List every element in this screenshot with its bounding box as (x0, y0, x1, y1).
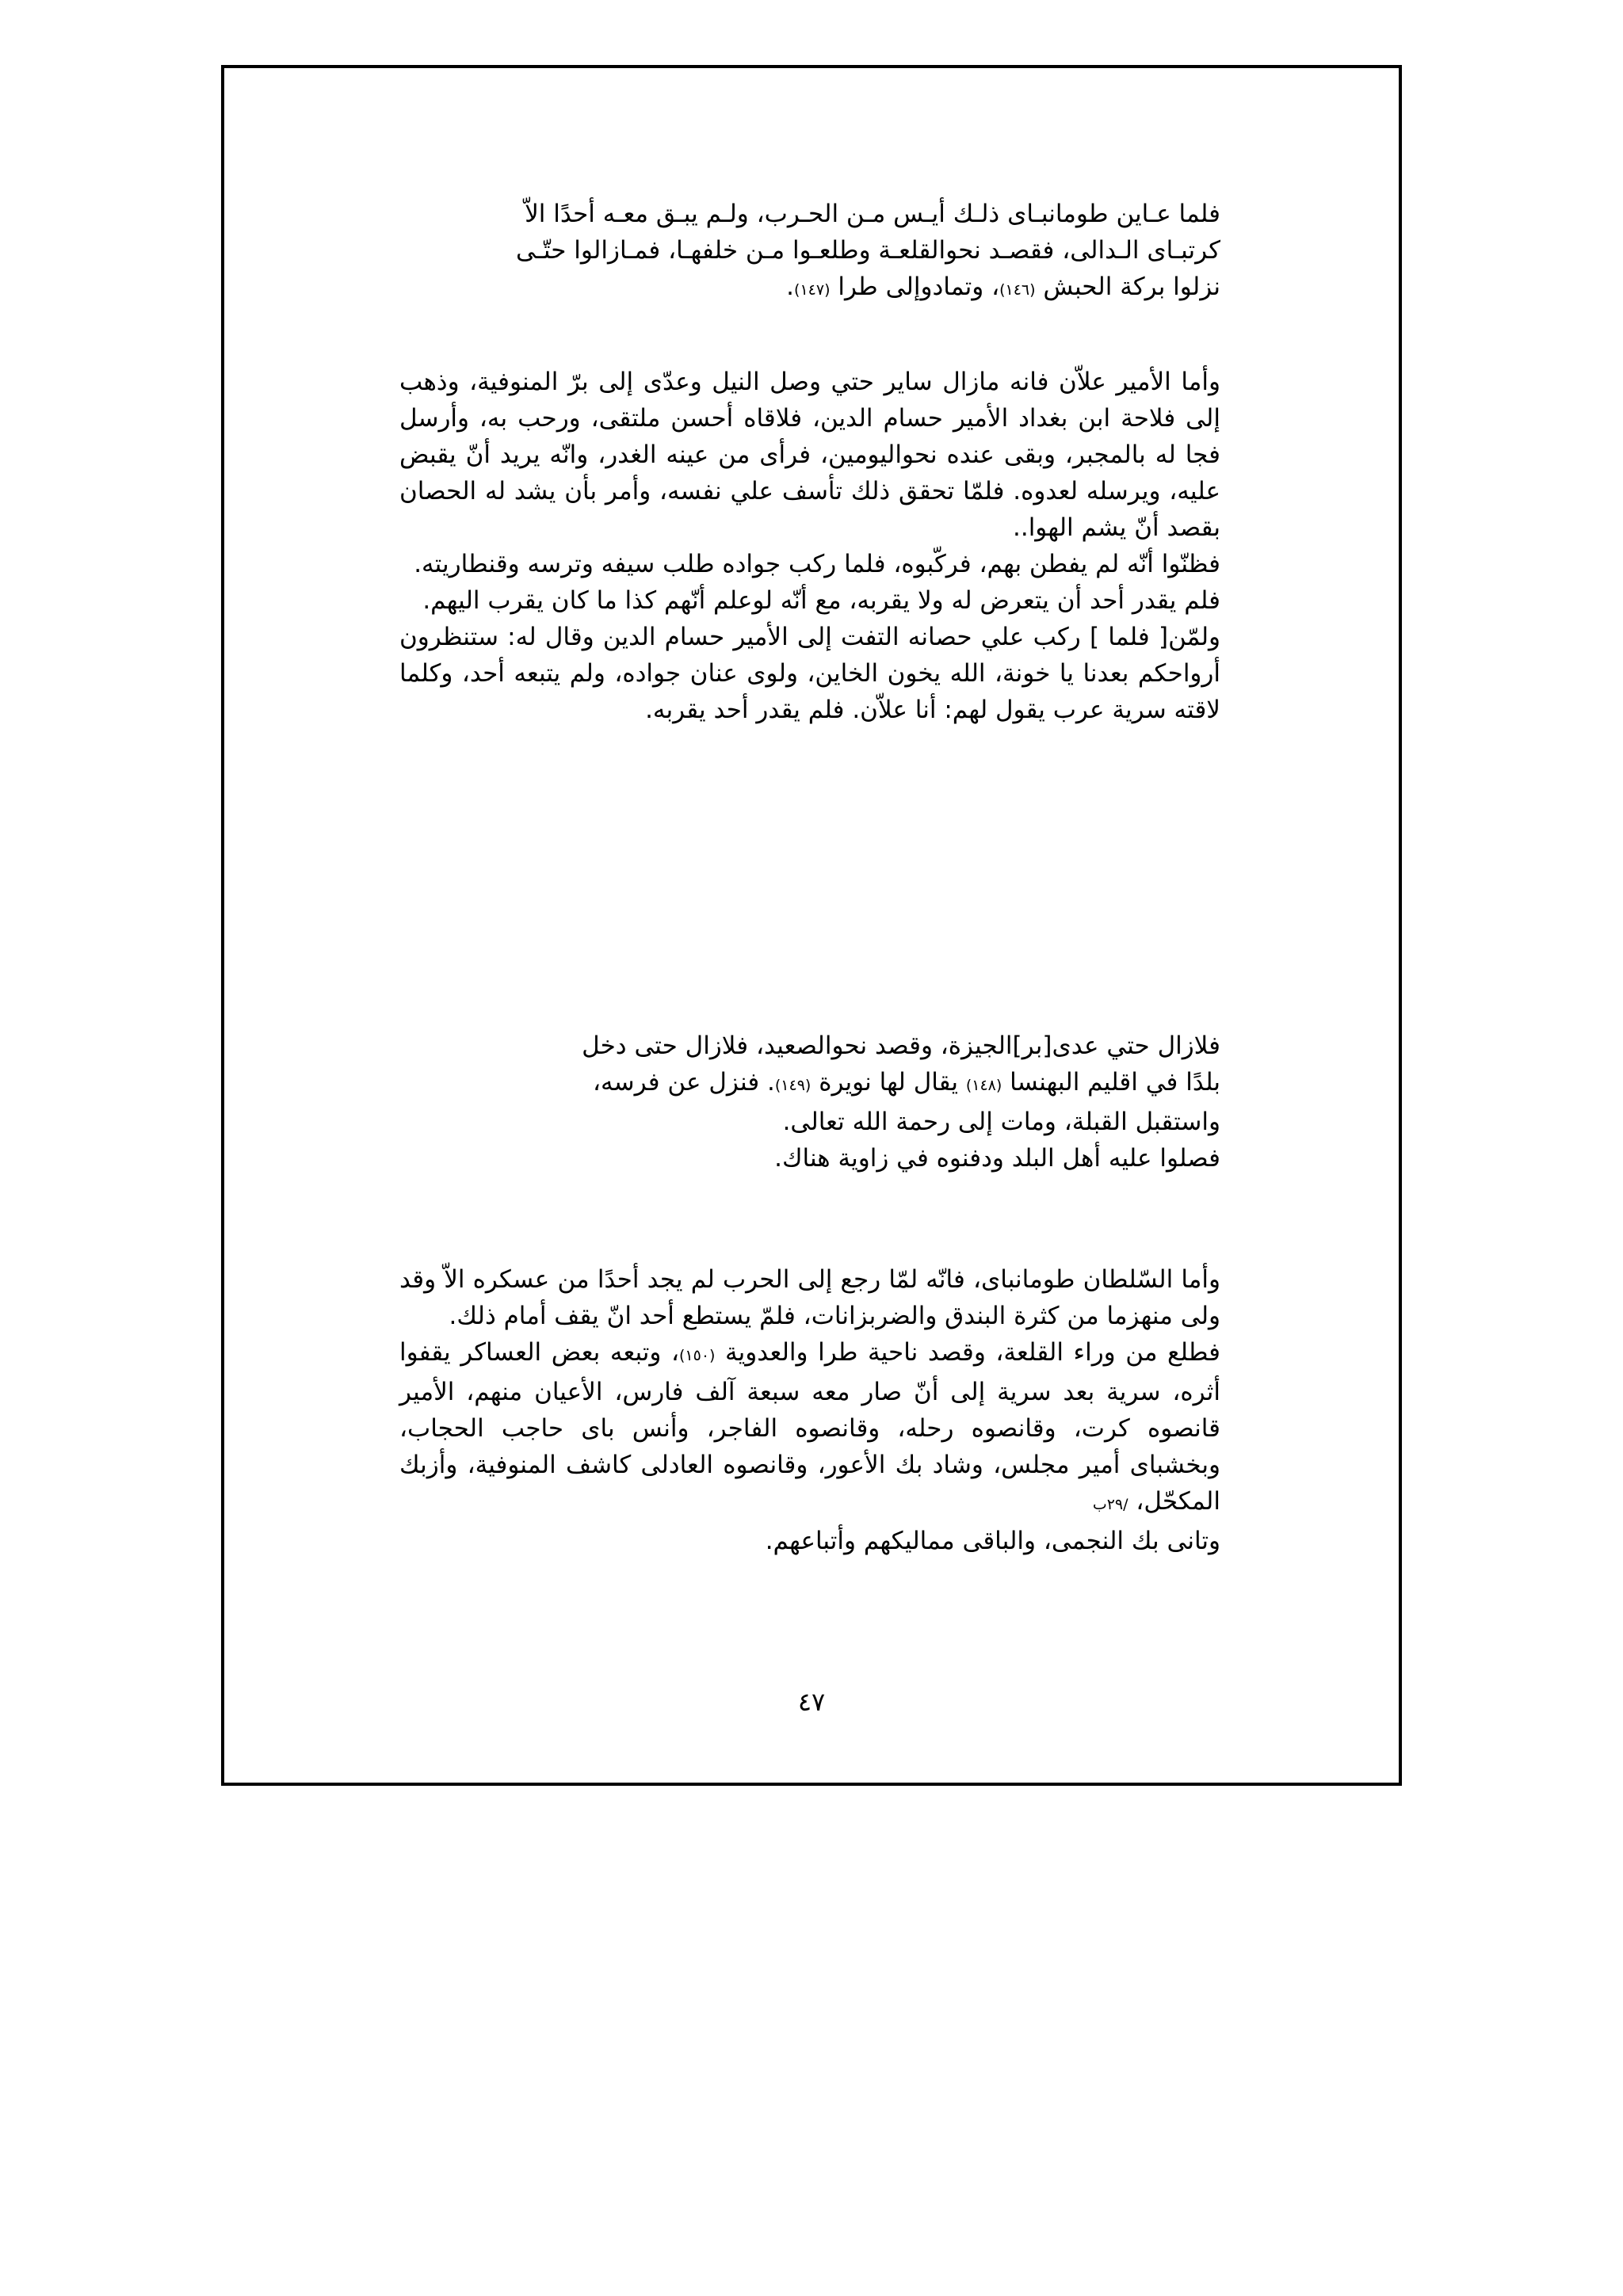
paragraph-7: فصلوا عليه أهل البلد ودفنوه في زاوية هناك. (774, 1144, 1220, 1173)
paragraph-group-2 (399, 364, 1220, 728)
paragraph-8: وأما السّلطان طومانباى، فانّه لمّا رجع إلى الحرب لم يجد أحدًا من عسكره الاّ وقد ولى منهزما من كثرة البندق والضربزانات، فلمّ يستطع أحد انّ يقف أمام ذلك. (399, 1265, 1220, 1330)
paragraph-1 (399, 196, 1220, 308)
paragraph-2: وأما الأمير علاّن فانه مازال ساير حتي وصل النيل وعدّى إلى برّ المنوفية، وذهب إلى فلاحة ابن بغداد الأمير حسام الدين، فلاقاه أحسن ملتقى، ورحب به، وأرسل فجا له بالمجبر، وبقى عنده نحواليومين، فرأى من عينه الغدر، وانّه يريد أنّ يقبض عليه، ويرسله لعدوه. فلمّا تحقق ذلك تأسف علي نفسه، وأمر بأن يشد له الحصان بقصد أنّ يشم الهوا.. (399, 368, 1220, 542)
page-number: ٤٧ (797, 1687, 826, 1717)
paragraph-line: كرتبـاى الـدالى، فقصـد نحوالقلعـة وطلعـوا مـن خلفهـا، فمـازالوا حتّـى (516, 236, 1220, 265)
text-run: نزلوا بركة الحبش (1035, 273, 1220, 301)
paragraph-6-line-3: واستقبل القبلة، ومات إلى رحمة الله تعالى. (782, 1108, 1220, 1136)
text-run: وتانى بك النجمى، والباقى مماليكهم وأتباعهم. (765, 1527, 1220, 1555)
paragraph-5: ولمّن[ فلما ] ركب علي حصانه التفت إلى الأمير حسام الدين وقال له: ستنظرون أرواحكم بعدنا يا خونة، الله يخون الخاين، ولوى عنان جواده، ولم يتبعه أحد، وكلما لاقته سرية عرب يقول لهم: أنا علاّن. فلم يقدر أحد يقربه. (399, 623, 1220, 724)
paragraph-6-line-1: فلازال حتي عدى[بر]الجيزة، وقصد نحوالصعيد، فلازال حتى دخل (582, 1032, 1220, 1060)
footnote-ref: (١٤٨) (965, 1077, 1002, 1094)
text-run: . (786, 273, 795, 301)
paragraph-group-3 (399, 1028, 1220, 1177)
text-run: ، وتمادوإلى طرا (830, 273, 1000, 301)
text-run: بلدًا في اقليم البهنسا (1002, 1068, 1220, 1097)
paragraph-9 (399, 1334, 1220, 1559)
text-run: ، وتبعه بعض العساكر يقفوا أثره، سرية بعد سرية إلى أنّ صار معه سبعة آلف فارس، الأعيان منهم، الأمير قانصوه كرت، وقانصوه رحله، وقانصوه الفاجر، وأنس باى حاجب الحجاب، وبخشباى أمير مجلس، وشاد بك الأعور، وقانصوه العادلى كاشف المنوفية، وأزبك المكحّل، (399, 1338, 1220, 1516)
footnote-ref: (١٤٧) (794, 281, 831, 299)
paragraph-line (399, 269, 1220, 308)
paragraph-group-4 (399, 1261, 1220, 1559)
text-run: فطلع من وراء القلعة، وقصد ناحية طرا والعدوية (715, 1338, 1221, 1367)
footnote-ref: (١٤٦) (999, 281, 1036, 299)
text-run: يقال لها نويرة (811, 1068, 966, 1097)
paragraph-line: فلما عـاين طومانبـاى ذلـك أيـس مـن الحـرب، ولـم يبـق معـه أحدًا الاّ (525, 200, 1220, 228)
paragraph-3: فظنّوا أنّه لم يفطن بهم، فركّبوه، فلما ركب جواده طلب سيفه وترسه وقنطاريته. (414, 550, 1220, 578)
paragraph-6-line-2 (399, 1064, 1220, 1104)
footnote-ref: (١٤٩) (774, 1077, 812, 1094)
footnote-ref: (١٥٠) (679, 1347, 716, 1364)
text-run: . فنزل عن فرسه، (593, 1068, 775, 1097)
paragraph-4: فلم يقدر أحد أن يتعرض له ولا يقربه، مع أنّه لوعلم أنّهم كذا ما كان يقرب اليهم. (422, 586, 1220, 615)
folio-marker: /٢٩ب (1092, 1496, 1128, 1513)
